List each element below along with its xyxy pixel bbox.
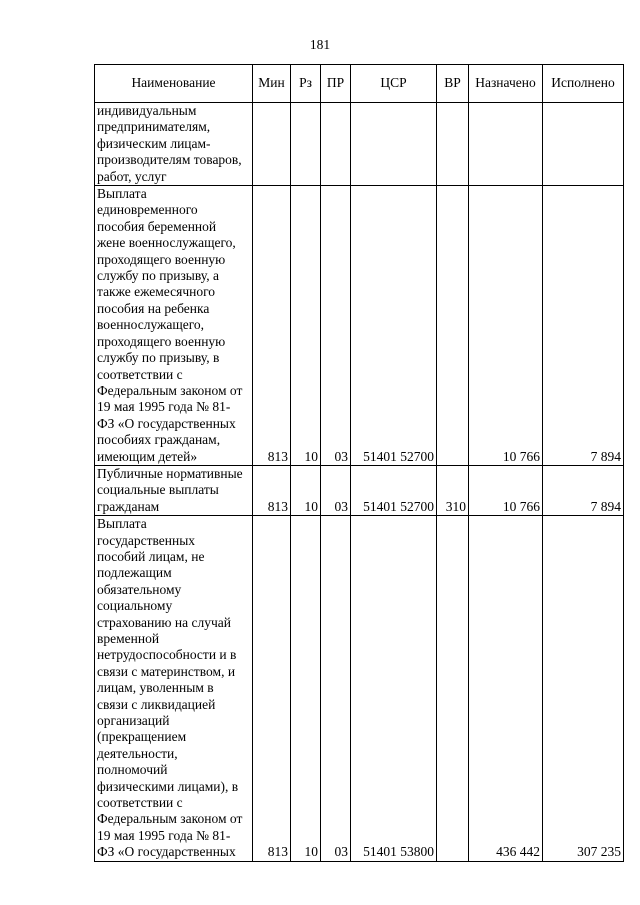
cell-pr: 03 (321, 516, 351, 862)
row-name-line: нетрудоспособности и в (97, 647, 237, 663)
row-name-line: обязательному (97, 581, 182, 597)
table-row (95, 186, 624, 466)
row-name-line: 19 мая 1995 года № 81- (97, 399, 231, 415)
cell-rz: 10 (291, 186, 321, 466)
row-name-line: соответствии с (97, 366, 183, 382)
row-name-line: Федеральным законом от (97, 811, 243, 827)
row-name-line: связи с материнством, и (97, 663, 236, 679)
row-name-line: физическим лицам- (97, 135, 211, 151)
row-name-line: гражданам (97, 498, 160, 514)
row-name-line: жене военнослужащего, (97, 235, 236, 251)
cell-vr: 310 (437, 465, 469, 515)
cell-executed: 7 894 (543, 465, 624, 515)
row-name-line: службу по призыву, в (97, 350, 220, 366)
header-vr: ВР (437, 65, 469, 103)
row-name-line: проходящего военную (97, 251, 226, 267)
cell-assigned: 436 442 (469, 516, 543, 862)
table-row (95, 103, 624, 186)
row-name (95, 465, 253, 515)
cell-rz: 10 (291, 465, 321, 515)
cell-csr (351, 103, 437, 186)
row-name-line: связи с ликвидацией (97, 696, 216, 712)
cell-pr (321, 103, 351, 186)
row-name-line: работ, услуг (97, 168, 167, 184)
cell-vr (437, 186, 469, 466)
row-name-line: производителям товаров, (97, 152, 242, 168)
cell-executed (543, 103, 624, 186)
cell-min: 813 (253, 186, 291, 466)
row-name-line: ФЗ «О государственных (97, 415, 236, 431)
row-name (95, 186, 253, 466)
cell-min (253, 103, 291, 186)
row-name-line: Федеральным законом от (97, 382, 243, 398)
row-name-line: Публичные нормативные (97, 465, 243, 481)
row-name-line: службу по призыву, а (97, 268, 219, 284)
cell-rz (291, 103, 321, 186)
cell-assigned: 10 766 (469, 465, 543, 515)
row-name (95, 516, 253, 862)
row-name-line: военнослужащего, (97, 317, 205, 333)
row-name-line: 19 мая 1995 года № 81- (97, 827, 231, 843)
row-name-line: пособий лицам, не (97, 548, 205, 564)
budget-table (94, 64, 624, 862)
row-name-line: также ежемесячного (97, 284, 216, 300)
table-row (95, 516, 624, 862)
cell-csr: 51401 52700 (351, 465, 437, 515)
page-number: 181 (309, 37, 331, 52)
row-name-line: единовременного (97, 202, 198, 218)
row-name-line: проходящего военную (97, 333, 226, 349)
table-body (95, 103, 624, 862)
table-row (95, 465, 624, 515)
row-name-line: предпринимателям, (97, 119, 211, 135)
cell-assigned (469, 103, 543, 186)
row-name-line: пособиях гражданам, (97, 432, 221, 448)
header-name: Наименование (95, 65, 253, 103)
row-name-line: (прекращением (97, 729, 187, 745)
row-name-line: организаций (97, 713, 170, 729)
header-rz: Рз (291, 65, 321, 103)
row-name (95, 103, 253, 186)
header-pr: ПР (321, 65, 351, 103)
cell-min: 813 (253, 516, 291, 862)
row-name-line: Выплата (97, 186, 147, 202)
cell-csr: 51401 52700 (351, 186, 437, 466)
row-name-line: ФЗ «О государственных (97, 844, 236, 860)
cell-executed: 307 235 (543, 516, 624, 862)
row-name-line: индивидуальным (97, 103, 197, 118)
cell-min: 813 (253, 465, 291, 515)
row-name-line: социальному (97, 598, 173, 614)
header-executed: Исполнено (543, 65, 624, 103)
row-name-line: полномочий (97, 762, 168, 778)
cell-rz: 10 (291, 516, 321, 862)
header-min: Мин (253, 65, 291, 103)
header-row (95, 65, 624, 103)
row-name-line: Выплата (97, 516, 147, 532)
header-assigned: Назначено (469, 65, 543, 103)
row-name-line: социальные выплаты (97, 482, 219, 498)
cell-vr (437, 103, 469, 186)
header-csr: ЦСР (351, 65, 437, 103)
cell-vr (437, 516, 469, 862)
row-name-line: пособия на ребенка (97, 300, 210, 316)
row-name-line: физическими лицами), в (97, 778, 239, 794)
row-name-line: соответствии с (97, 795, 183, 811)
row-name-line: лицам, уволенным в (97, 680, 214, 696)
cell-assigned: 10 766 (469, 186, 543, 466)
cell-csr: 51401 53800 (351, 516, 437, 862)
row-name-line: временной (97, 631, 160, 646)
cell-executed: 7 894 (543, 186, 624, 466)
cell-pr: 03 (321, 465, 351, 515)
row-name-line: имеющим детей» (97, 448, 198, 464)
row-name-line: пособия беременной (97, 218, 217, 234)
row-name-line: деятельности, (97, 745, 178, 761)
cell-pr: 03 (321, 186, 351, 466)
row-name-line: страхованию на случай (97, 614, 231, 630)
row-name-line: государственных (97, 532, 196, 548)
row-name-line: подлежащим (97, 565, 172, 581)
